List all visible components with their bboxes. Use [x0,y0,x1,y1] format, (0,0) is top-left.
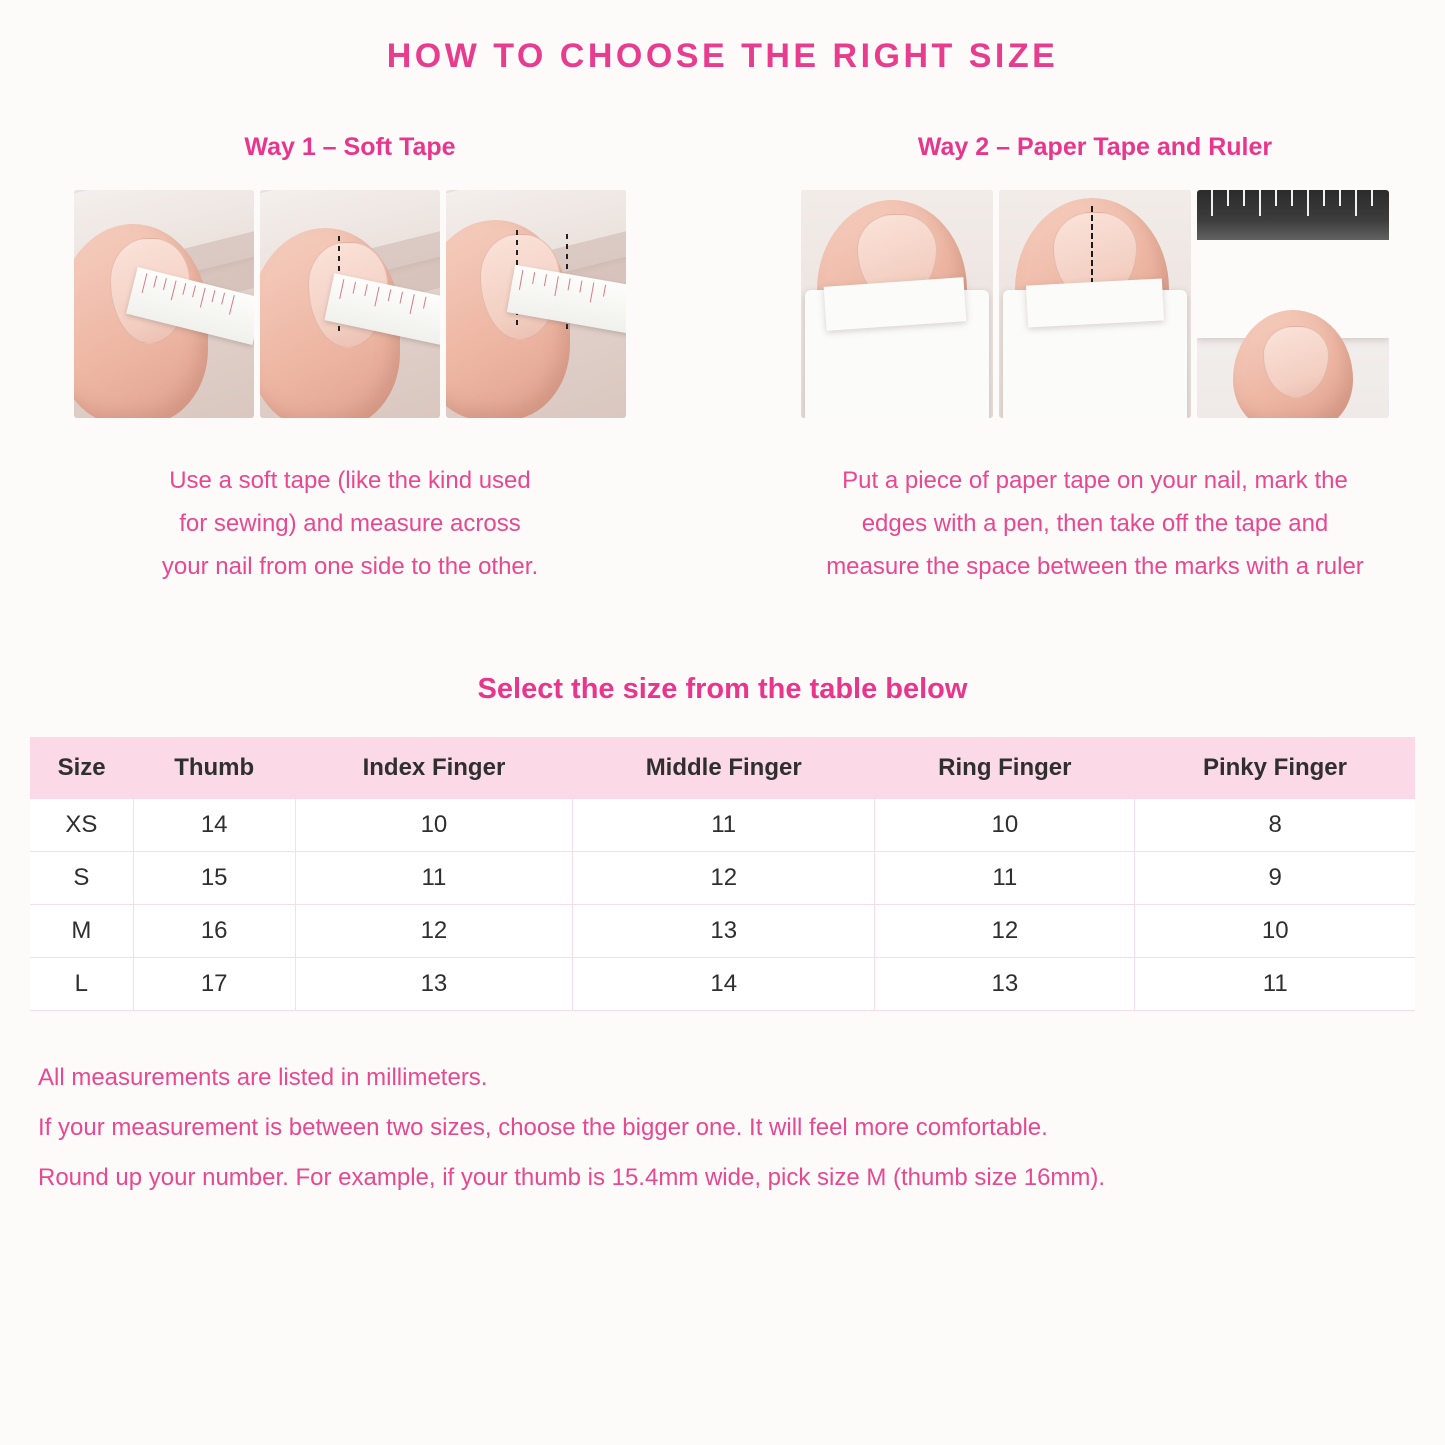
cell-ring: 13 [875,957,1135,1010]
note-measurements-unit: All measurements are listed in millimeters. [38,1063,488,1091]
cell-size: S [30,851,133,904]
cell-thumb: 14 [133,799,295,852]
cell-middle: 14 [573,957,875,1010]
table-row [30,799,1415,852]
way-2-caption-line-2: edges with a pen, then take off the tape and [861,510,1329,538]
column-header-ring-finger: Ring Finger [875,737,1135,799]
column-header-index-finger: Index Finger [295,737,573,799]
way-2-photo-row [801,190,1389,418]
way-1-photo-row [74,190,626,418]
cell-pinky: 8 [1135,799,1415,852]
page-title: HOW TO CHOOSE THE RIGHT SIZE [386,37,1059,75]
column-header-size: Size [30,737,133,799]
cell-index: 11 [295,851,573,904]
cell-size: XS [30,799,133,852]
table-heading: Select the size from the table below [477,672,968,705]
cell-size: M [30,904,133,957]
way-2-caption [826,460,1364,588]
cell-pinky: 9 [1135,851,1415,904]
table-row [30,904,1415,957]
way-1-caption [162,460,538,588]
way-1-caption-line-2: for sewing) and measure across [179,510,521,538]
cell-ring: 10 [875,799,1135,852]
note-between-sizes: If your measurement is between two sizes, choose the bigger one. It will feel more comfortable. [38,1113,1048,1141]
cell-pinky: 11 [1135,957,1415,1010]
size-table [30,737,1415,1011]
cell-middle: 12 [573,851,875,904]
table-row [30,957,1415,1010]
cell-size: L [30,957,133,1010]
nail-with-soft-tape-photo-3 [446,190,626,418]
column-header-pinky-finger: Pinky Finger [1135,737,1415,799]
cell-index: 10 [295,799,573,852]
column-header-middle-finger: Middle Finger [573,737,875,799]
cell-index: 12 [295,904,573,957]
cell-middle: 13 [573,904,875,957]
cell-ring: 11 [875,851,1135,904]
column-header-thumb: Thumb [133,737,295,799]
cell-index: 13 [295,957,573,1010]
ruler-icon [1197,190,1389,244]
way-1-caption-line-1: Use a soft tape (like the kind used [169,467,531,495]
nail-with-paper-tape-photo-1 [801,190,993,418]
nail-with-soft-tape-photo-2 [260,190,440,418]
paper-tape-on-ruler-photo-3 [1197,190,1389,418]
cell-pinky: 10 [1135,904,1415,957]
way-2-heading: Way 2 – Paper Tape and Ruler [917,133,1273,162]
notes-list [38,1053,1445,1204]
way-1-heading: Way 1 – Soft Tape [244,133,456,162]
measurement-methods [0,75,1445,588]
way-2-caption-line-3: measure the space between the marks with a ruler [826,552,1364,580]
method-way-1 [40,133,660,588]
cell-thumb: 15 [133,851,295,904]
note-round-up: Round up your number. For example, if your thumb is 15.4mm wide, pick size M (thumb size 16mm). [38,1164,1106,1192]
method-way-2 [785,133,1405,588]
way-2-caption-line-1: Put a piece of paper tape on your nail, mark the [842,467,1348,495]
nail-marked-with-pen-photo-2 [999,190,1191,418]
table-header-row [30,737,1415,799]
cell-thumb: 16 [133,904,295,957]
cell-ring: 12 [875,904,1135,957]
nail-with-soft-tape-photo-1 [74,190,254,418]
way-1-caption-line-3: your nail from one side to the other. [161,552,539,580]
table-row [30,851,1415,904]
cell-thumb: 17 [133,957,295,1010]
cell-middle: 11 [573,799,875,852]
